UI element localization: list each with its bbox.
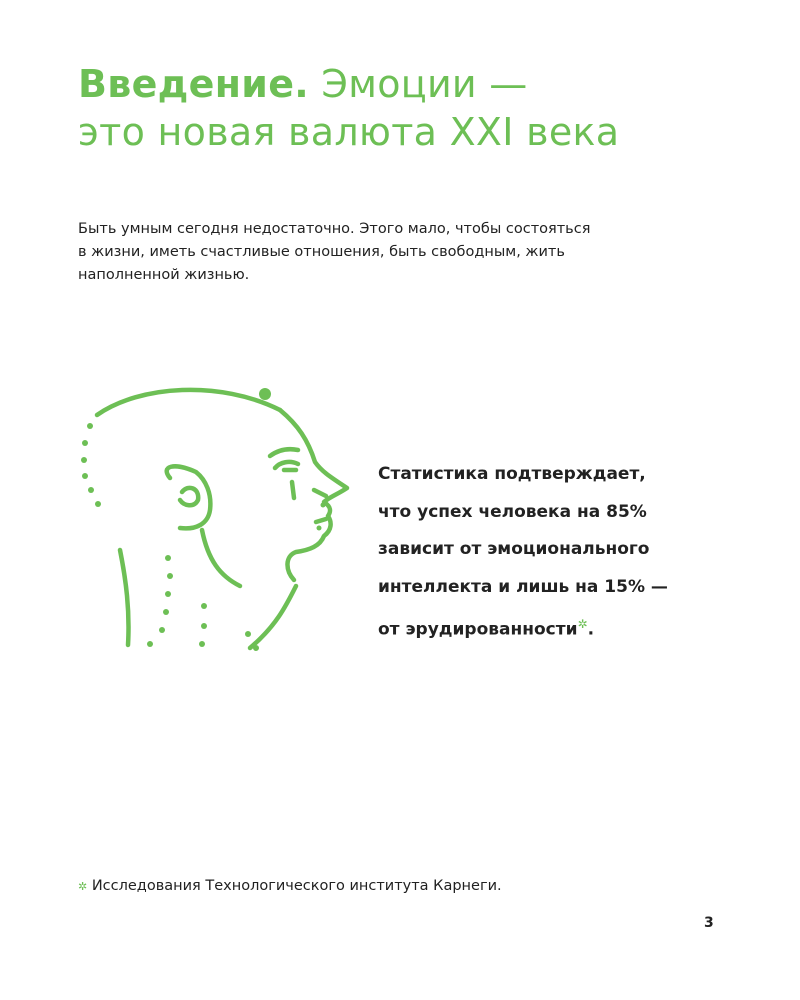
neck-left [120, 550, 129, 645]
stat-line-text: от эрудированности [378, 619, 578, 640]
stat-line: что успех человека на 85% [378, 501, 647, 522]
footnote [78, 878, 502, 894]
neck-front [250, 586, 296, 648]
title-line-2: это новая валюта XXI века [78, 110, 620, 154]
cheek-line [292, 482, 294, 498]
nostril [314, 490, 326, 496]
crown-dot [259, 388, 271, 400]
face-profile [280, 410, 347, 580]
ear [167, 466, 211, 528]
intro-line: наполненной жизнью. [78, 267, 250, 283]
page-number: 3 [704, 915, 714, 931]
title-line-1 [78, 60, 619, 108]
head-outline [97, 390, 280, 415]
title-rest: Эмоции — [309, 62, 528, 106]
statistic-callout [378, 456, 778, 649]
page-title [78, 60, 619, 156]
stat-line: зависит от эмоционального [378, 539, 650, 559]
stat-line-last [378, 606, 778, 649]
neck-back [202, 530, 240, 586]
neck-dots [147, 555, 259, 651]
footnote-text: Исследования Технологического института Карнеги. [91, 878, 502, 894]
intro-paragraph [78, 218, 678, 287]
eyebrow [270, 449, 298, 456]
stat-line: интеллекта и лишь на 15% — [378, 576, 668, 597]
ear-inner [180, 488, 198, 505]
intro-line: в жизни, иметь счастливые отношения, быть свободным, жить [78, 244, 565, 260]
stat-line: Статистика подтверждает, [378, 464, 646, 484]
back-dots [81, 423, 101, 507]
stat-end-punct: . [587, 619, 595, 640]
eye [275, 462, 298, 468]
footnote-mark-icon: ✲ [78, 880, 88, 893]
mouth [316, 519, 326, 522]
title-bold: Введение. [78, 62, 310, 106]
intro-line: Быть умным сегодня недостаточно. Этого мало, чтобы состояться [78, 221, 591, 237]
footnote-reference-icon: ✲ [577, 617, 588, 631]
head-profile-illustration [70, 380, 370, 660]
